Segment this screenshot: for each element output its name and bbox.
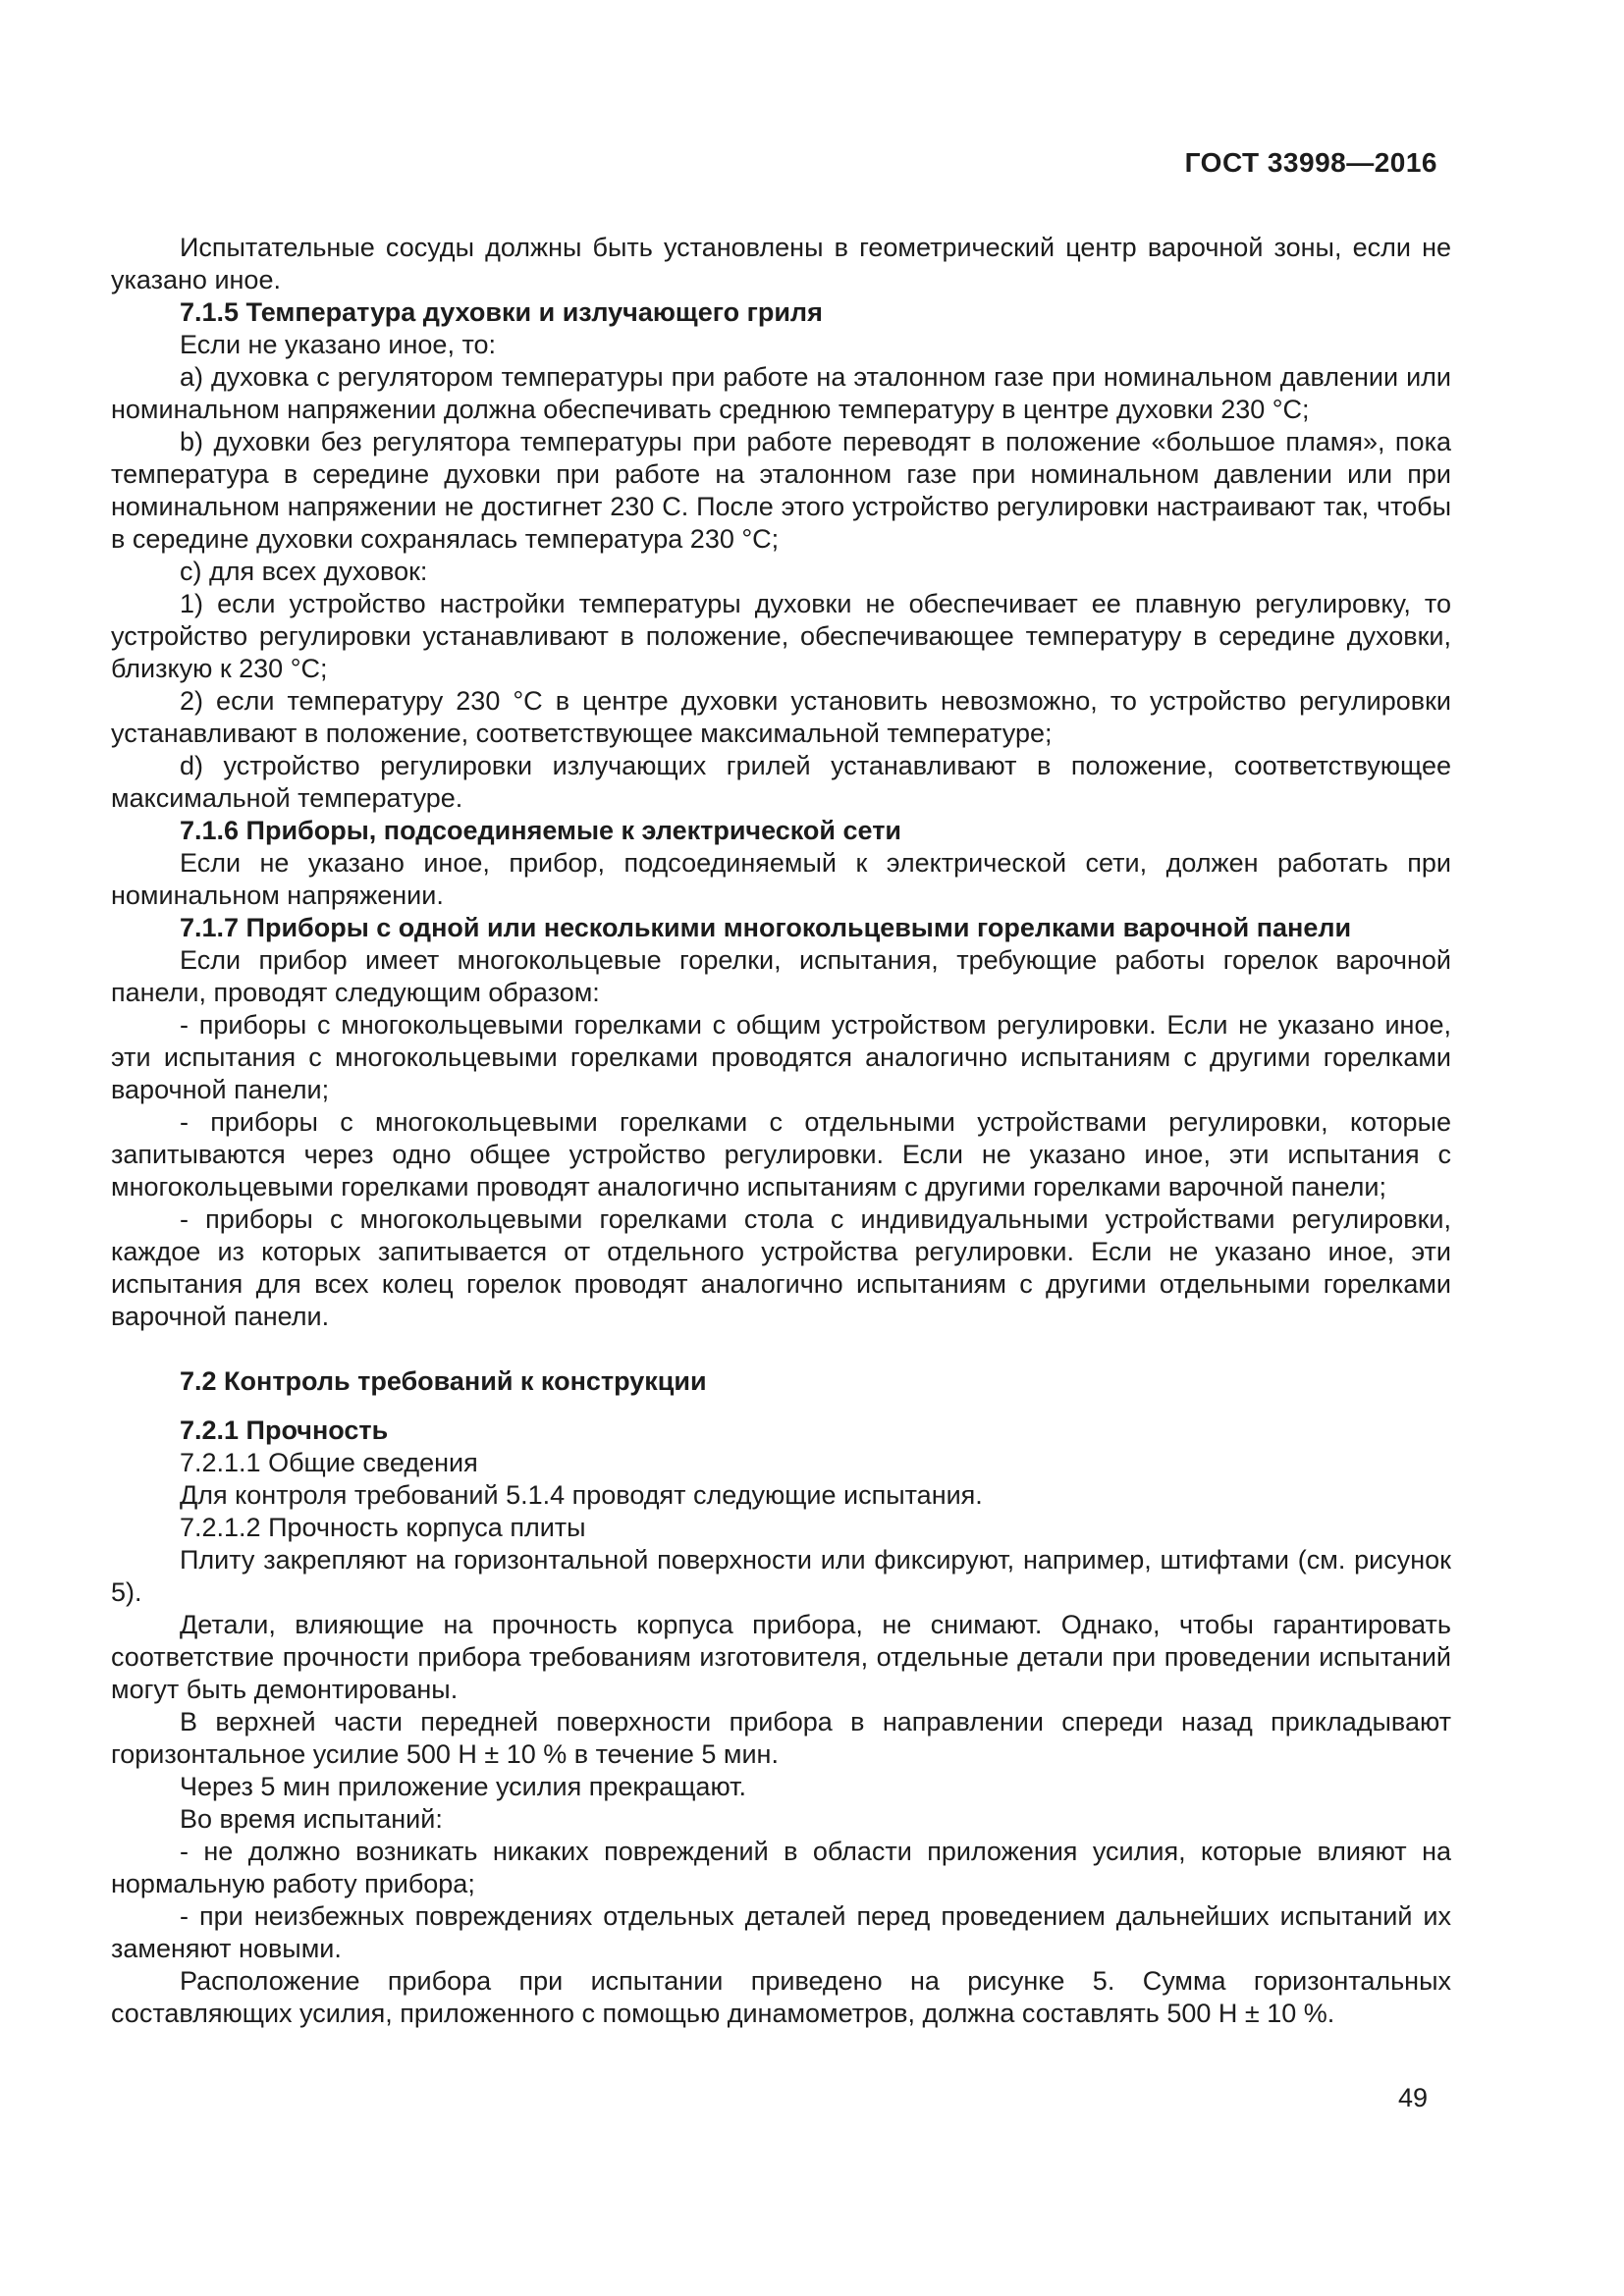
paragraph: Испытательные сосуды должны быть установлены в геометрический центр варочной зоны, если не указано иное. — [111, 233, 1451, 294]
paragraph: Через 5 мин приложение усилия прекращают. — [180, 1772, 746, 1801]
paragraph: Плиту закрепляют на горизонтальной поверхности или фиксируют, например, штифтами (см. рисунок 5). — [111, 1545, 1451, 1607]
paragraph: - приборы с многокольцевыми горелками с общим устройством регулировки. Если не указано иное, эти испытания с многокольцевыми горелками проводятся аналогично испытаниям с другими горелками варочной панели; — [111, 1010, 1451, 1104]
paragraph: c) для всех духовок: — [180, 557, 428, 586]
paragraph: - при неизбежных повреждениях отдельных деталей перед проведением дальнейших испытаний их заменяют новыми. — [111, 1901, 1451, 1963]
paragraph: Если не указано иное, то: — [180, 330, 497, 359]
paragraph: - не должно возникать никаких повреждений в области приложения усилия, которые влияют на нормальную работу прибора; — [111, 1837, 1451, 1898]
paragraph: Расположение прибора при испытании приведено на рисунке 5. Сумма горизонтальных составляющих усилия, приложенного с помощью динамометров, должна составлять 500 Н ± 10 %. — [111, 1966, 1451, 2028]
paragraph: b) духовки без регулятора температуры при работе переводят в положение «большое пламя», пока температура в середине духовки при работе на эталонном газе при номинальном давлении или при номинальном напряжении не достигнет 230 С. После этого устройство регулировки настраивают так, чтобы в середине духовки сохранялась температура 230 °С; — [111, 427, 1451, 554]
paragraph: 2) если температуру 230 °С в центре духовки установить невозможно, то устройство регулировки устанавливают в положение, соответствующее максимальной температуре; — [111, 686, 1451, 748]
heading: 7.1.6 Приборы, подсоединяемые к электрической сети — [180, 816, 902, 845]
paragraph: 7.2.1.2 Прочность корпуса плиты — [180, 1513, 586, 1542]
paragraph: Во время испытаний: — [180, 1804, 443, 1834]
page-number: 49 — [1397, 2083, 1428, 2112]
section-heading: 7.2 Контроль требований к конструкции — [180, 1366, 707, 1396]
heading: 7.1.7 Приборы с одной или несколькими многокольцевыми горелками варочной панели — [180, 913, 1352, 942]
paragraph: - приборы с многокольцевыми горелками стола с индивидуальными устройствами регулировки, каждое из которых запитывается от отдельного устройства регулировки. Если не указано иное, эти испытания для всех колец горелок проводят аналогично испытаниям с другими отдельными горелками варочной панели. — [111, 1204, 1451, 1331]
paragraph: В верхней части передней поверхности прибора в направлении спереди назад прикладывают горизонтальное усилие 500 Н ± 10 % в течение 5 мин. — [111, 1707, 1451, 1769]
sub-heading: 7.2.1 Прочность — [180, 1415, 389, 1445]
document-content — [111, 232, 1451, 2030]
paragraph: Если не указано иное, прибор, подсоединяемый к электрической сети, должен работать при номинальном напряжении. — [111, 848, 1451, 910]
paragraph: Детали, влияющие на прочность корпуса прибора, не снимают. Однако, чтобы гарантировать соответствие прочности прибора требованиям изготовителя, отдельные детали при проведении испытаний могут быть демонтированы. — [111, 1610, 1451, 1704]
heading: 7.1.5 Температура духовки и излучающего гриля — [180, 297, 823, 327]
paragraph: - приборы с многокольцевыми горелками с отдельными устройствами регулировки, которые запитываются через одно общее устройство регулировки. Если не указано иное, эти испытания с многокольцевыми горелками проводят аналогично испытаниям с другими горелками варочной панели; — [111, 1107, 1451, 1201]
paragraph: 1) если устройство настройки температуры духовки не обеспечивает ее плавную регулировку, то устройство регулировки устанавливают в положение, обеспечивающее температуру в середине духовки, близкую к 230 °С; — [111, 589, 1451, 683]
paragraph: Если прибор имеет многокольцевые горелки, испытания, требующие работы горелок варочной панели, проводят следующим образом: — [111, 945, 1451, 1007]
paragraph: Для контроля требований 5.1.4 проводят следующие испытания. — [180, 1480, 983, 1510]
paragraph: a) духовка с регулятором температуры при работе на эталонном газе при номинальном давлении или номинальном напряжении должна обеспечивать среднюю температуру в центре духовки 230 °С; — [111, 362, 1451, 424]
paragraph: 7.2.1.1 Общие сведения — [180, 1448, 478, 1477]
paragraph: d) устройство регулировки излучающих грилей устанавливают в положение, соответствующее максимальной температуре. — [111, 751, 1451, 813]
document-header: ГОСТ 33998—2016 — [1184, 147, 1437, 178]
